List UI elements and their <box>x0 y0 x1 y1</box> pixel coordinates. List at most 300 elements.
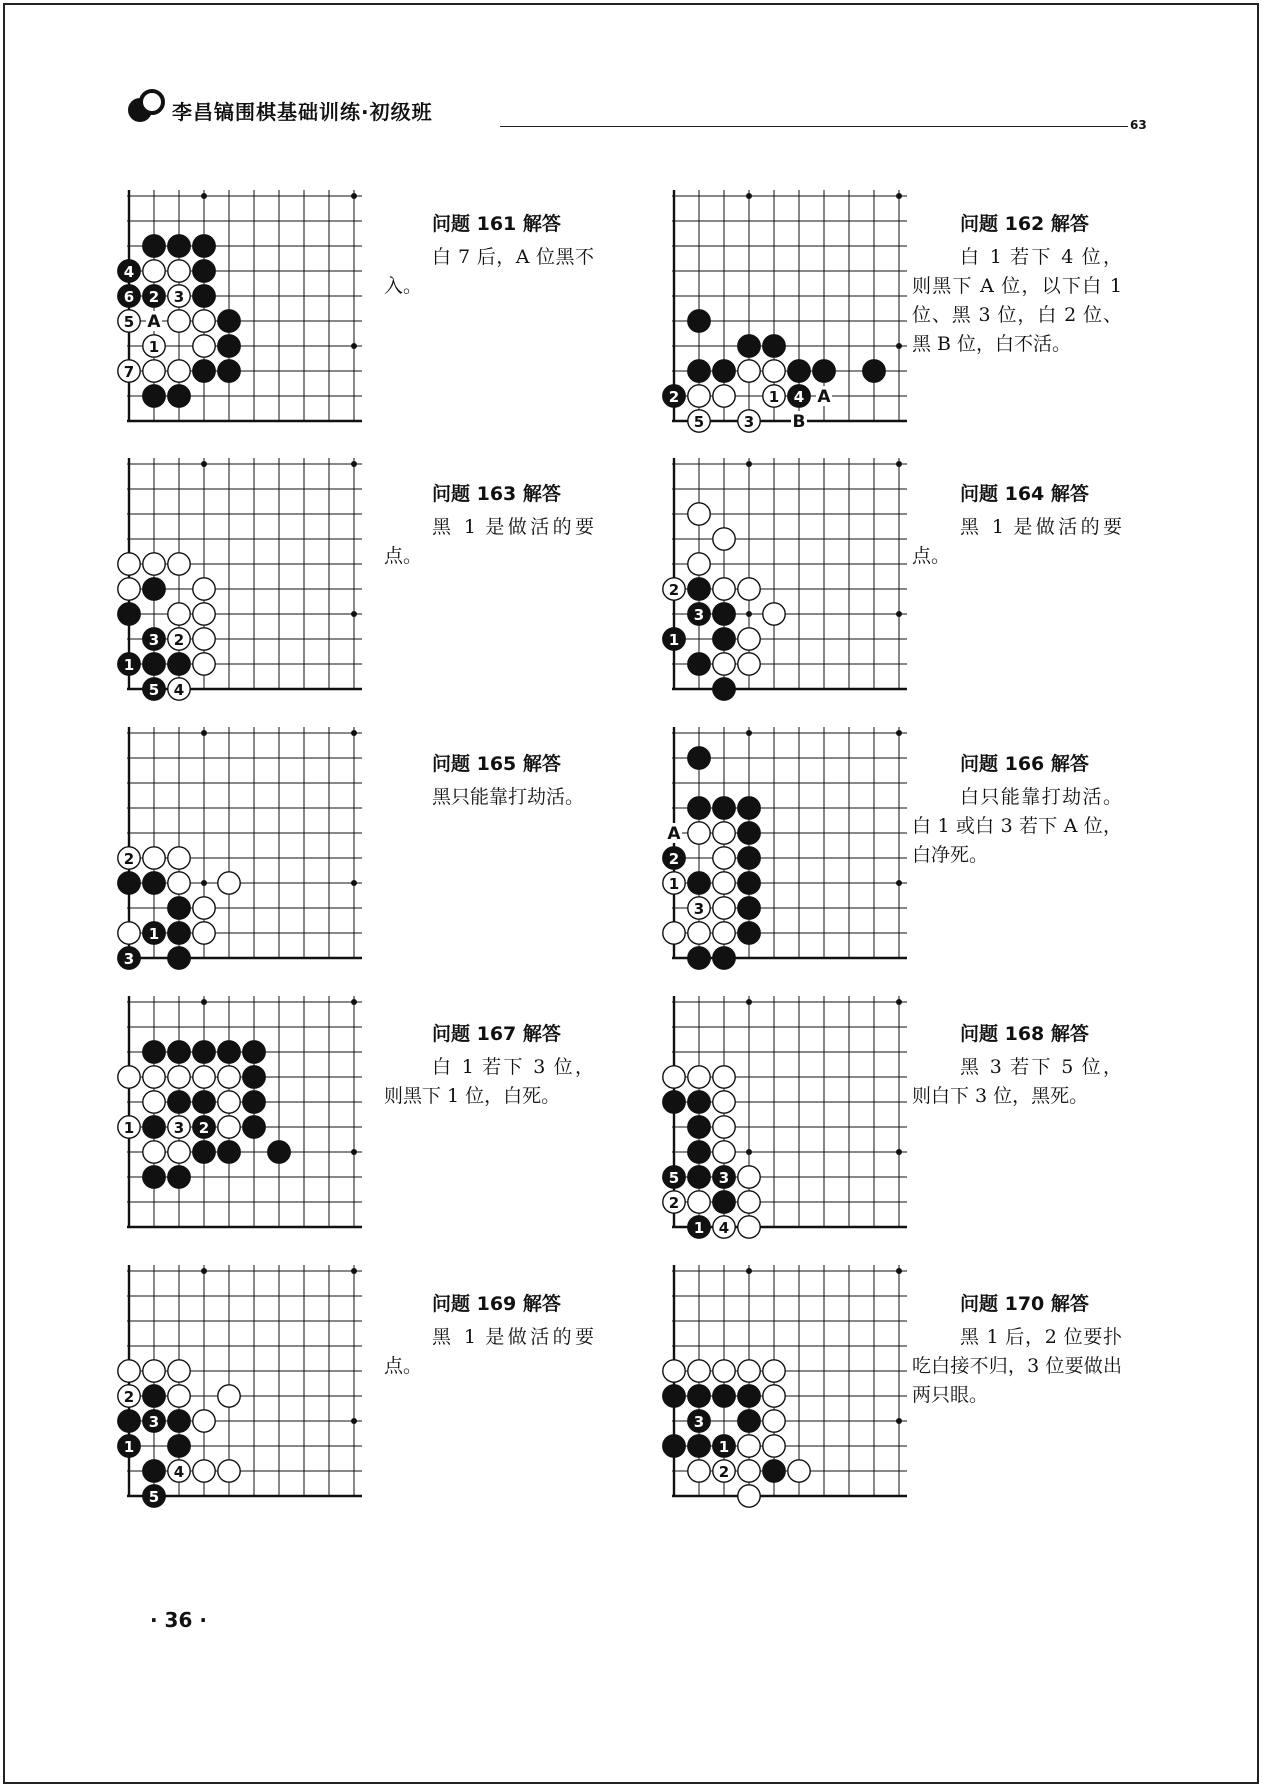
black-stone <box>218 335 240 357</box>
move-number: 3 <box>693 900 705 918</box>
star-point <box>351 1418 357 1424</box>
black-stone <box>713 603 735 625</box>
star-point <box>746 999 752 1005</box>
white-stone <box>688 1460 710 1482</box>
white-stone <box>763 1410 785 1432</box>
board-svg <box>660 727 907 972</box>
move-number: 3 <box>718 1169 730 1187</box>
move-number: 1 <box>668 631 680 649</box>
move-number: 2 <box>123 1388 135 1406</box>
answer-title: 问题 161 解答 <box>432 213 561 235</box>
black-stone <box>713 360 735 382</box>
move-number: 4 <box>718 1219 730 1237</box>
black-stone <box>243 1041 265 1063</box>
black-stone <box>143 385 165 407</box>
move-number: 3 <box>693 606 705 624</box>
black-stone <box>713 1191 735 1213</box>
move-number: 1 <box>123 1438 135 1456</box>
board-svg <box>115 458 362 703</box>
white-stone <box>143 1360 165 1382</box>
white-stone <box>738 1166 760 1188</box>
white-stone <box>763 603 785 625</box>
black-stone <box>738 1385 760 1407</box>
black-stone <box>688 1385 710 1407</box>
answer-168 <box>912 1020 1122 1111</box>
star-point <box>746 461 752 467</box>
black-stone <box>738 922 760 944</box>
white-stone <box>713 1066 735 1088</box>
white-stone <box>218 1385 240 1407</box>
white-stone <box>713 1116 735 1138</box>
black-stone <box>168 1435 190 1457</box>
star-point <box>896 193 902 199</box>
white-stone <box>193 897 215 919</box>
black-stone <box>788 360 810 382</box>
star-point <box>746 611 752 617</box>
go-board-162 <box>660 190 907 435</box>
white-stone <box>143 553 165 575</box>
white-stone <box>168 847 190 869</box>
go-board-163 <box>115 458 362 703</box>
star-point <box>201 1268 207 1274</box>
white-stone <box>738 628 760 650</box>
white-stone <box>193 1410 215 1432</box>
white-stone <box>688 1360 710 1382</box>
answer-text: 白只能靠打劫活。白 1 或白 3 若下 A 位，白净死。 <box>912 786 1122 866</box>
star-point <box>351 999 357 1005</box>
white-stone <box>713 1141 735 1163</box>
go-board-166 <box>660 727 907 972</box>
white-stone <box>143 1066 165 1088</box>
black-stone <box>688 1166 710 1188</box>
answer-title: 问题 170 解答 <box>960 1293 1089 1315</box>
white-stone <box>688 922 710 944</box>
answer-text: 黑 1 是做活的要点。 <box>912 516 1122 567</box>
star-point <box>896 461 902 467</box>
move-number: 5 <box>668 1169 680 1187</box>
white-stone <box>738 578 760 600</box>
answer-title: 问题 166 解答 <box>960 753 1089 775</box>
white-stone <box>193 922 215 944</box>
black-stone <box>738 797 760 819</box>
black-stone <box>688 747 710 769</box>
star-point <box>351 193 357 199</box>
white-stone <box>688 822 710 844</box>
black-stone <box>738 822 760 844</box>
white-stone <box>763 1360 785 1382</box>
black-stone <box>168 1041 190 1063</box>
white-stone <box>738 1216 760 1238</box>
black-stone <box>688 947 710 969</box>
black-stone <box>763 335 785 357</box>
move-number: 4 <box>793 388 805 406</box>
move-number: 2 <box>718 1463 730 1481</box>
white-stone <box>193 310 215 332</box>
star-point <box>896 1268 902 1274</box>
star-point <box>201 999 207 1005</box>
black-stone <box>688 1091 710 1113</box>
white-stone <box>193 578 215 600</box>
answer-title: 问题 168 解答 <box>960 1023 1089 1045</box>
answer-text: 黑只能靠打劫活。 <box>432 786 585 808</box>
go-board-168 <box>660 996 907 1241</box>
black-stone <box>143 1116 165 1138</box>
move-number: 3 <box>148 1413 160 1431</box>
black-stone <box>193 1041 215 1063</box>
white-stone <box>738 360 760 382</box>
white-stone <box>218 872 240 894</box>
header-ornament: 63 <box>1130 118 1147 132</box>
white-stone <box>168 553 190 575</box>
white-stone <box>713 528 735 550</box>
point-label: A <box>667 824 681 844</box>
black-stone <box>143 1041 165 1063</box>
answer-text: 白 1 若下 4 位，则黑下 A 位，以下白 1 位、黑 3 位，白 2 位、黑 B 位，白不活。 <box>912 246 1122 355</box>
answer-170 <box>912 1290 1122 1410</box>
black-stone <box>218 360 240 382</box>
star-point <box>896 999 902 1005</box>
white-stone <box>663 1360 685 1382</box>
white-stone <box>738 1191 760 1213</box>
black-stone <box>143 578 165 600</box>
white-stone <box>143 260 165 282</box>
move-number: 1 <box>718 1438 730 1456</box>
black-stone <box>688 310 710 332</box>
move-number: 2 <box>198 1119 210 1137</box>
star-point <box>896 611 902 617</box>
answer-title: 问题 165 解答 <box>432 753 561 775</box>
black-stone <box>168 947 190 969</box>
move-number: 1 <box>123 656 135 674</box>
black-stone <box>863 360 885 382</box>
board-svg <box>660 1265 907 1510</box>
board-svg <box>660 996 907 1241</box>
answer-text: 黑 1 后，2 位要扑吃白接不归，3 位要做出两只眼。 <box>912 1326 1122 1406</box>
white-stone <box>168 1385 190 1407</box>
go-board-169 <box>115 1265 362 1510</box>
answer-title: 问题 162 解答 <box>960 213 1089 235</box>
answer-161 <box>384 210 594 301</box>
black-stone <box>193 285 215 307</box>
white-stone <box>713 922 735 944</box>
star-point <box>746 1268 752 1274</box>
white-stone <box>143 1091 165 1113</box>
answer-text: 白 7 后，A 位黑不入。 <box>384 246 594 297</box>
star-point <box>351 611 357 617</box>
answer-title: 问题 163 解答 <box>432 483 561 505</box>
answer-163 <box>384 480 594 571</box>
white-stone <box>738 1360 760 1382</box>
white-stone <box>193 653 215 675</box>
white-stone <box>168 1360 190 1382</box>
move-number: 2 <box>668 388 680 406</box>
black-stone <box>168 1410 190 1432</box>
move-number: 4 <box>173 681 185 699</box>
white-stone <box>713 822 735 844</box>
black-stone <box>688 653 710 675</box>
white-stone <box>788 1460 810 1482</box>
board-svg <box>115 727 362 972</box>
page-header <box>120 82 1160 132</box>
white-stone <box>118 1360 140 1382</box>
white-stone <box>763 1385 785 1407</box>
black-stone <box>168 385 190 407</box>
white-stone <box>118 578 140 600</box>
star-point <box>896 1418 902 1424</box>
white-stone <box>193 603 215 625</box>
move-number: 5 <box>123 313 135 331</box>
move-number: 4 <box>173 1463 185 1481</box>
black-stone <box>663 1091 685 1113</box>
white-stone <box>688 553 710 575</box>
white-stone <box>168 310 190 332</box>
star-point <box>201 193 207 199</box>
black-stone <box>118 603 140 625</box>
move-number: 5 <box>693 413 705 431</box>
black-stone <box>168 1091 190 1113</box>
answer-title: 问题 164 解答 <box>960 483 1089 505</box>
black-stone <box>168 922 190 944</box>
white-stone <box>168 1141 190 1163</box>
black-stone <box>193 1091 215 1113</box>
black-stone <box>738 335 760 357</box>
black-stone <box>193 1141 215 1163</box>
black-stone <box>143 1166 165 1188</box>
black-stone <box>243 1066 265 1088</box>
move-number: 2 <box>668 850 680 868</box>
white-stone <box>713 897 735 919</box>
black-stone <box>688 1116 710 1138</box>
black-stone <box>713 678 735 700</box>
move-number: 1 <box>148 925 160 943</box>
black-stone <box>663 1435 685 1457</box>
board-svg <box>660 458 907 703</box>
move-number: 3 <box>693 1413 705 1431</box>
black-stone <box>143 872 165 894</box>
answer-162 <box>912 210 1122 359</box>
black-stone <box>118 872 140 894</box>
star-point <box>351 730 357 736</box>
black-stone <box>168 1166 190 1188</box>
move-number: 4 <box>123 263 135 281</box>
move-number: 2 <box>148 288 160 306</box>
white-stone <box>713 385 735 407</box>
move-number: 7 <box>123 363 135 381</box>
answer-text: 黑 1 是做活的要点。 <box>384 516 594 567</box>
white-stone <box>738 1460 760 1482</box>
white-stone <box>218 1460 240 1482</box>
white-stone <box>143 1141 165 1163</box>
white-stone <box>738 1435 760 1457</box>
white-stone <box>713 578 735 600</box>
black-stone <box>143 1385 165 1407</box>
white-stone <box>713 872 735 894</box>
black-stone <box>143 653 165 675</box>
black-stone <box>738 1410 760 1432</box>
answer-169 <box>384 1290 594 1381</box>
black-stone <box>688 1141 710 1163</box>
white-stone <box>193 628 215 650</box>
move-number: 3 <box>123 950 135 968</box>
white-stone <box>193 335 215 357</box>
star-point <box>746 730 752 736</box>
white-stone <box>688 503 710 525</box>
star-point <box>746 193 752 199</box>
answer-165 <box>384 750 594 812</box>
go-board-164 <box>660 458 907 703</box>
white-stone <box>118 553 140 575</box>
move-number: 1 <box>148 338 160 356</box>
black-stone <box>118 1410 140 1432</box>
black-stone <box>218 1041 240 1063</box>
board-svg <box>115 996 362 1241</box>
board-svg <box>115 190 362 435</box>
white-stone <box>763 1435 785 1457</box>
white-stone <box>738 653 760 675</box>
white-stone <box>688 1066 710 1088</box>
black-stone <box>168 653 190 675</box>
white-stone <box>118 1066 140 1088</box>
answer-title: 问题 167 解答 <box>432 1023 561 1045</box>
black-stone <box>143 1460 165 1482</box>
point-label: A <box>817 387 831 407</box>
move-number: 3 <box>743 413 755 431</box>
move-number: 3 <box>173 1119 185 1137</box>
white-stone <box>738 1485 760 1507</box>
move-number: 2 <box>173 631 185 649</box>
white-stone <box>193 1460 215 1482</box>
black-stone <box>713 628 735 650</box>
black-stone <box>663 1385 685 1407</box>
black-stone <box>143 235 165 257</box>
star-point <box>201 880 207 886</box>
black-stone <box>193 260 215 282</box>
white-stone <box>168 603 190 625</box>
header-rule <box>500 126 1128 127</box>
move-number: 5 <box>148 1488 160 1506</box>
white-stone <box>193 1066 215 1088</box>
white-stone <box>713 1360 735 1382</box>
move-number: 3 <box>173 288 185 306</box>
black-stone <box>713 1385 735 1407</box>
star-point <box>351 1149 357 1155</box>
white-stone <box>118 922 140 944</box>
logo-icon <box>126 88 170 126</box>
move-number: 2 <box>123 850 135 868</box>
move-number: 1 <box>668 875 680 893</box>
go-board-161 <box>115 190 362 435</box>
white-stone <box>218 1066 240 1088</box>
black-stone <box>218 310 240 332</box>
go-board-165 <box>115 727 362 972</box>
move-number: 5 <box>148 681 160 699</box>
move-number: 1 <box>768 388 780 406</box>
white-stone <box>143 360 165 382</box>
white-stone <box>713 1091 735 1113</box>
white-stone <box>218 1116 240 1138</box>
white-stone <box>688 385 710 407</box>
white-stone <box>168 1066 190 1088</box>
black-stone <box>218 1141 240 1163</box>
star-point <box>896 730 902 736</box>
answer-166 <box>912 750 1122 870</box>
white-stone <box>218 1091 240 1113</box>
black-stone <box>688 360 710 382</box>
star-point <box>746 1149 752 1155</box>
black-stone <box>193 360 215 382</box>
white-stone <box>713 847 735 869</box>
black-stone <box>243 1116 265 1138</box>
black-stone <box>763 1460 785 1482</box>
answer-164 <box>912 480 1122 571</box>
black-stone <box>713 797 735 819</box>
white-stone <box>763 360 785 382</box>
black-stone <box>713 947 735 969</box>
move-number: 3 <box>148 631 160 649</box>
point-label: A <box>147 312 161 332</box>
move-number: 2 <box>668 1194 680 1212</box>
star-point <box>896 1149 902 1155</box>
page-number: · 36 · <box>150 1608 207 1632</box>
answer-title: 问题 169 解答 <box>432 1293 561 1315</box>
board-svg <box>115 1265 362 1510</box>
star-point <box>201 461 207 467</box>
answer-text: 黑 3 若下 5 位，则白下 3 位，黑死。 <box>912 1056 1122 1107</box>
black-stone <box>738 897 760 919</box>
go-board-170 <box>660 1265 907 1510</box>
white-stone <box>663 922 685 944</box>
point-label: B <box>792 412 806 432</box>
white-stone <box>663 1066 685 1088</box>
black-stone <box>738 847 760 869</box>
star-point <box>351 461 357 467</box>
black-stone <box>168 897 190 919</box>
black-stone <box>688 797 710 819</box>
answer-167 <box>384 1020 594 1111</box>
white-stone <box>168 360 190 382</box>
star-point <box>351 1268 357 1274</box>
white-stone <box>168 872 190 894</box>
move-number: 1 <box>123 1119 135 1137</box>
black-stone <box>193 235 215 257</box>
white-stone <box>168 260 190 282</box>
star-point <box>896 880 902 886</box>
white-stone <box>688 1191 710 1213</box>
star-point <box>201 730 207 736</box>
white-stone <box>143 847 165 869</box>
move-number: 6 <box>123 288 135 306</box>
move-number: 2 <box>668 581 680 599</box>
black-stone <box>243 1091 265 1113</box>
go-board-167 <box>115 996 362 1241</box>
white-stone <box>713 653 735 675</box>
black-stone <box>688 872 710 894</box>
move-number: 1 <box>693 1219 705 1237</box>
black-stone <box>268 1141 290 1163</box>
black-stone <box>688 1435 710 1457</box>
book-title: 李昌镐围棋基础训练·初级班 <box>172 100 433 124</box>
star-point <box>351 880 357 886</box>
star-point <box>351 343 357 349</box>
black-stone <box>813 360 835 382</box>
answer-text: 黑 1 是做活的要点。 <box>384 1326 594 1377</box>
black-stone <box>688 578 710 600</box>
board-svg <box>660 190 907 435</box>
answer-text: 白 1 若下 3 位，则黑下 1 位，白死。 <box>384 1056 594 1107</box>
black-stone <box>738 872 760 894</box>
black-stone <box>168 235 190 257</box>
star-point <box>896 343 902 349</box>
